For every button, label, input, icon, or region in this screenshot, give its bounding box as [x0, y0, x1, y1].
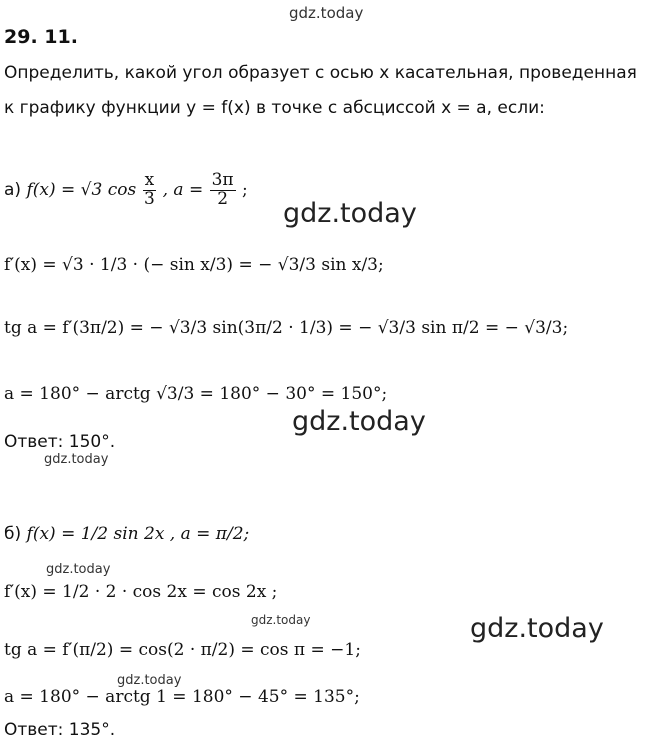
frac-denominator: 2: [217, 188, 229, 209]
frac-numerator: 3π: [211, 170, 234, 190]
part-a-a-eq: , a =: [162, 179, 204, 200]
part-b-line1: [4, 524, 249, 544]
part-b-label: б): [4, 524, 22, 544]
part-b-answer: Ответ: 135°.: [4, 720, 116, 740]
part-b-function: f(x) = 1/2 sin 2x , a = π/2;: [26, 524, 250, 544]
part-a-a-value: [210, 172, 236, 209]
part-a-label: а): [4, 179, 22, 200]
problem-number: 29. 11.: [4, 26, 78, 48]
frac-numerator: x: [144, 170, 155, 190]
watermark-large-3: gdz.today: [470, 613, 604, 644]
part-a-angle: a = 180° − arctg √3/3 = 180° − 30° = 150°;: [4, 384, 388, 404]
watermark-top: gdz.today: [289, 4, 364, 22]
part-b-derivative: f′(x) = 1/2 · 2 · cos 2x = cos 2x ;: [4, 582, 278, 602]
part-a-x-over-3: [143, 172, 157, 209]
part-a-line1: [4, 172, 248, 209]
part-b-tangent: tg a = f′(π/2) = cos(2 · π/2) = cos π = −1;: [4, 640, 361, 660]
watermark-small-3: gdz.today: [251, 613, 311, 627]
watermark-large-1: gdz.today: [283, 198, 417, 229]
watermark-small-4: gdz.today: [117, 673, 182, 688]
watermark-small-2: gdz.today: [46, 562, 111, 577]
frac-denominator: 3: [143, 188, 155, 209]
problem-statement-line2: к графику функции y = f(x) в точке с абсциссой x = a, если:: [4, 98, 545, 118]
watermark-large-2: gdz.today: [292, 406, 426, 437]
watermark-small-1: gdz.today: [44, 452, 109, 467]
part-a-derivative: f′(x) = √3 · 1/3 · (− sin x/3) = − √3/3 sin x/3;: [4, 255, 384, 275]
part-a-tangent: tg a = f′(3π/2) = − √3/3 sin(3π/2 · 1/3) = − √3/3 sin π/2 = − √3/3;: [4, 318, 569, 338]
problem-statement-line1: Определить, какой угол образует с осью x касательная, проведенная: [4, 63, 637, 83]
part-a-function: f(x) = √3 cos: [26, 179, 137, 200]
part-b-angle: a = 180° − arctg 1 = 180° − 45° = 135°;: [4, 687, 360, 707]
part-a-answer: Ответ: 150°.: [4, 432, 116, 452]
part-a-semicolon: ;: [242, 179, 248, 200]
